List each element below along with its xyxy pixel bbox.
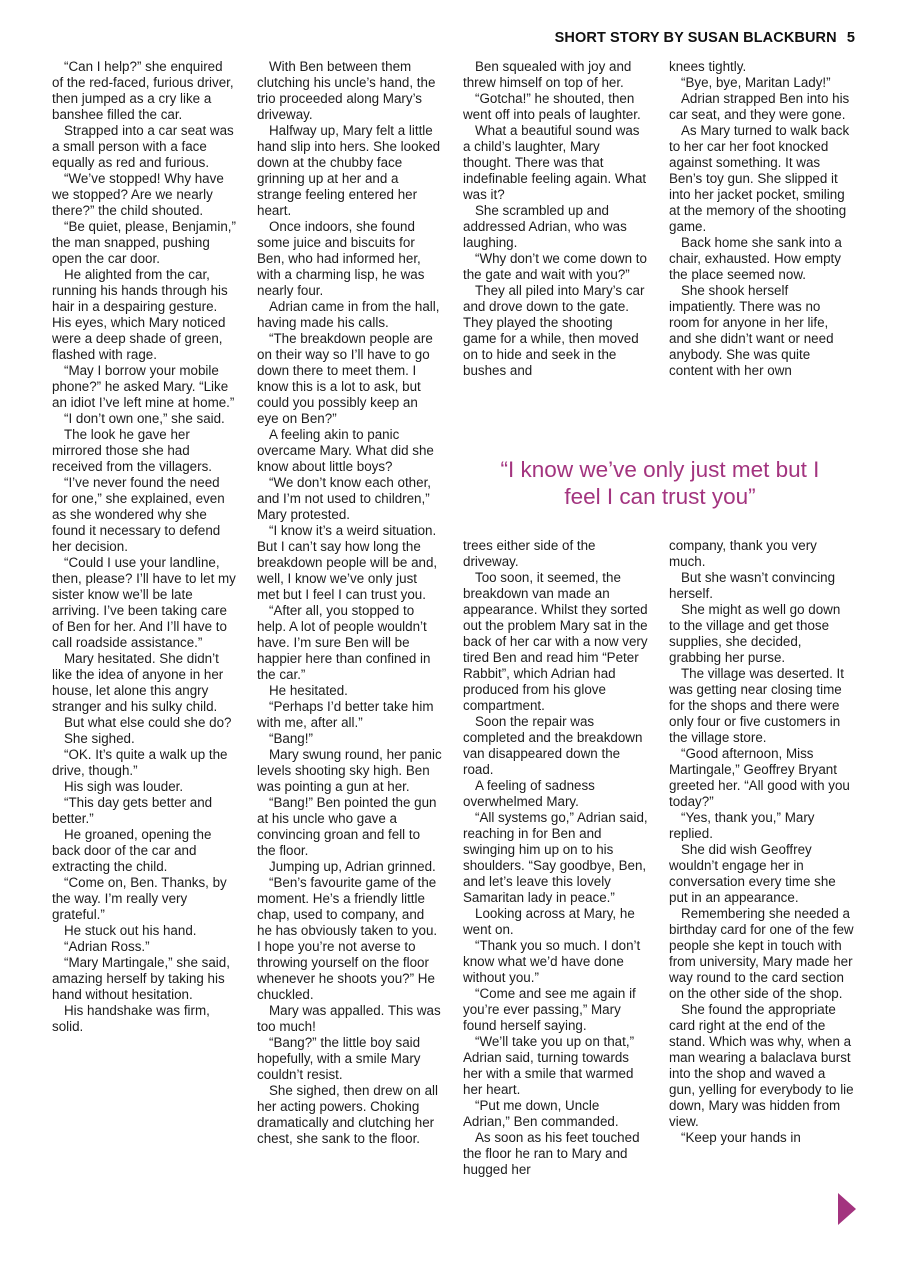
- paragraph: Halfway up, Mary felt a little hand slip into hers. She looked down at the chubby face grinning up at her and a strange feeling entered her heart.: [257, 123, 441, 218]
- paragraph: knees tightly.: [669, 59, 747, 74]
- paragraph: “After all, you stopped to help. A lot of people wouldn’t have. I’m sure Ben will be happier here than confined in the car.”: [257, 603, 431, 682]
- paragraph: “Mary Martingale,” she said, amazing herself by taking his hand without hesitation.: [52, 955, 230, 1002]
- paragraph: He hesitated.: [269, 683, 348, 698]
- paragraph: Back home she sank into a chair, exhausted. How empty the place seemed now.: [669, 235, 842, 282]
- paragraph: “All systems go,” Adrian said, reaching in for Ben and swinging him up on to his shoulders. “Say goodbye, Ben, and let’s leave this lovely Samaritan lady in peace.”: [463, 810, 648, 905]
- paragraph: Adrian strapped Ben into his car seat, and they were gone.: [669, 91, 850, 122]
- paragraph: Mary hesitated. She didn’t like the idea of anyone in her house, let alone this angry stranger and his sulky child.: [52, 651, 224, 714]
- paragraph: “We’ve stopped! Why have we stopped? Are we nearly there?” the child shouted.: [52, 171, 224, 218]
- paragraph: “Be quiet, please, Benjamin,” the man snapped, pushing open the car door.: [52, 219, 236, 266]
- paragraph: “Yes, thank you,” Mary replied.: [669, 810, 815, 841]
- paragraph: “I’ve never found the need for one,” she explained, even as she wondered why she found it necessary to defend her decision.: [52, 475, 225, 554]
- story-column-4-top: [669, 59, 854, 379]
- paragraph: “Come on, Ben. Thanks, by the way. I’m really very grateful.”: [52, 875, 227, 922]
- paragraph: A feeling of sadness overwhelmed Mary.: [463, 778, 595, 809]
- paragraph: But she wasn’t convincing herself.: [669, 570, 836, 601]
- paragraph: “Thank you so much. I don’t know what we’d have done without you.”: [463, 938, 641, 985]
- pull-quote-line-1: “I know we’ve only just met but I: [500, 457, 820, 482]
- paragraph: “Why don’t we come down to the gate and wait with you?”: [463, 251, 647, 282]
- page-number: 5: [846, 30, 855, 46]
- paragraph: She found the appropriate card right at the end of the stand. Which was why, when a man wearing a balaclava burst into the shop and waved a gun, yelling for everybody to lie down, Mary was hidden from view.: [669, 1002, 854, 1129]
- paragraph: The look he gave her mirrored those she had received from the villagers.: [52, 427, 213, 474]
- paragraph: As soon as his feet touched the floor he ran to Mary and hugged her: [463, 1130, 640, 1177]
- story-column-2: [257, 59, 442, 1147]
- pull-quote: [460, 456, 860, 510]
- paragraph: As Mary turned to walk back to her car her foot knocked against something. It was Ben’s toy gun. She slipped it into her jacket pocket, smiling at the memory of the shooting game.: [669, 123, 850, 234]
- paragraph: “Bye, bye, Maritan Lady!”: [681, 75, 831, 90]
- paragraph: Soon the repair was completed and the breakdown van disappeared down the road.: [463, 714, 643, 777]
- paragraph: The village was deserted. It was getting near closing time for the shops and there were only four or five customers in the village store.: [669, 666, 845, 745]
- paragraph: She sighed, then drew on all her acting powers. Choking dramatically and clutching her chest, she sank to the floor.: [257, 1083, 438, 1146]
- paragraph: “The breakdown people are on their way so I’ll have to go down there to meet them. I know this is a lot to ask, but could you possibly keep an eye on Ben?”: [257, 331, 433, 426]
- paragraph: Ben squealed with joy and threw himself on top of her.: [463, 59, 632, 90]
- paragraph: Too soon, it seemed, the breakdown van made an appearance. Whilst they sorted out the problem Mary sat in the back of her car with a now very tired Ben and read him “Peter Rabbit”, which Adrian had produced from his glove compartment.: [463, 570, 648, 713]
- paragraph: She might as well go down to the village and get those supplies, she decided, grabbing her purse.: [669, 602, 841, 665]
- paragraph: “OK. It’s quite a walk up the drive, though.”: [52, 747, 228, 778]
- page-header: [555, 30, 855, 46]
- story-column-3-top: [463, 59, 648, 379]
- paragraph: “May I borrow your mobile phone?” he asked Mary. “Like an idiot I’ve left mine at home.”: [52, 363, 235, 410]
- paragraph: Remembering she needed a birthday card for one of the few people she kept in touch with from university, Mary made her way round to the card section on the other side of the shop.: [669, 906, 854, 1001]
- paragraph: With Ben between them clutching his uncle’s hand, the trio proceeded along Mary’s driveway.: [257, 59, 436, 122]
- story-byline: SHORT STORY BY SUSAN BLACKBURN: [554, 30, 837, 46]
- paragraph: Strapped into a car seat was a small person with a face equally as red and furious.: [52, 123, 234, 170]
- paragraph: What a beautiful sound was a child’s laughter, Mary thought. There was that indefinable feeling again. What was it?: [463, 123, 647, 202]
- triangle-right-icon: [838, 1193, 856, 1225]
- paragraph: “I know it’s a weird situation. But I can’t say how long the breakdown people will be and, well, I know we’ve only just met but I feel I can trust you.: [257, 523, 438, 602]
- paragraph: “Bang?” the little boy said hopefully, with a smile Mary couldn’t resist.: [257, 1035, 421, 1082]
- paragraph: “Perhaps I’d better take him with me, after all.”: [257, 699, 434, 730]
- paragraph: She did wish Geoffrey wouldn’t engage her in conversation every time she put in an appearance.: [669, 842, 836, 905]
- paragraph: She shook herself impatiently. There was no room for anyone in her life, and she didn’t want or need anybody. She was quite content with her own: [669, 283, 834, 378]
- paragraph: His handshake was firm, solid.: [52, 1003, 210, 1034]
- paragraph: He groaned, opening the back door of the car and extracting the child.: [52, 827, 212, 874]
- paragraph: “Gotcha!” he shouted, then went off into peals of laughter.: [463, 91, 641, 122]
- paragraph: “Could I use your landline, then, please? I’ll have to let my sister know we’ll be late arriving. I’ve been taking care of Ben for her. And I’ll have to call roadside assistance.”: [52, 555, 236, 650]
- paragraph: “Put me down, Uncle Adrian,” Ben commanded.: [463, 1098, 619, 1129]
- story-column-3-bottom: [463, 538, 648, 1178]
- paragraph: “Come and see me again if you’re ever passing,” Mary found herself saying.: [463, 986, 636, 1033]
- paragraph: “Bang!” Ben pointed the gun at his uncle who gave a convincing groan and fell to the floor.: [257, 795, 437, 858]
- paragraph: Adrian came in from the hall, having made his calls.: [257, 299, 440, 330]
- paragraph: “Can I help?” she enquired of the red-faced, furious driver, then jumped as a cry like a banshee filled the car.: [52, 59, 234, 122]
- paragraph: “We don’t know each other, and I’m not used to children,” Mary protested.: [257, 475, 432, 522]
- paragraph: She scrambled up and addressed Adrian, who was laughing.: [463, 203, 627, 250]
- paragraph: “This day gets better and better.”: [52, 795, 213, 826]
- next-page-arrow-icon[interactable]: [838, 1193, 856, 1230]
- paragraph: Once indoors, she found some juice and biscuits for Ben, who had informed her, with a charming lisp, he was nearly four.: [257, 219, 425, 298]
- paragraph: “We’ll take you up on that,” Adrian said, turning towards her with a smile that warmed her heart.: [463, 1034, 635, 1097]
- paragraph: Looking across at Mary, he went on.: [463, 906, 635, 937]
- paragraph: But what else could she do?: [64, 715, 232, 730]
- paragraph: “Ben’s favourite game of the moment. He’s a friendly little chap, used to company, and he has obviously taken to you. I hope you’re not averse to throwing yourself on the floor whenever he shoots you?” He chuckled.: [257, 875, 438, 1002]
- paragraph: “Bang!”: [269, 731, 313, 746]
- paragraph: She sighed.: [64, 731, 135, 746]
- story-column-1: [52, 59, 237, 1035]
- paragraph: “Good afternoon, Miss Martingale,” Geoffrey Bryant greeted her. “All good with you today?”: [669, 746, 850, 809]
- paragraph: Jumping up, Adrian grinned.: [269, 859, 436, 874]
- paragraph: Mary swung round, her panic levels shooting sky high. Ben was pointing a gun at her.: [257, 747, 442, 794]
- paragraph: trees either side of the driveway.: [463, 538, 596, 569]
- paragraph: “Adrian Ross.”: [64, 939, 150, 954]
- paragraph: They all piled into Mary’s car and drove down to the gate. They played the shooting game for a while, then moved on to hide and seek in the bushes and: [463, 283, 645, 378]
- paragraph: A feeling akin to panic overcame Mary. What did she know about little boys?: [257, 427, 434, 474]
- paragraph: He alighted from the car, running his hands through his hair in a despairing gesture. His eyes, which Mary noticed were a deep shade of green, flashed with rage.: [52, 267, 228, 362]
- paragraph: Mary was appalled. This was too much!: [257, 1003, 441, 1034]
- paragraph: He stuck out his hand.: [64, 923, 197, 938]
- story-column-4-bottom: [669, 538, 854, 1146]
- pull-quote-line-2: feel I can trust you”: [564, 484, 756, 509]
- paragraph: “Keep your hands in: [681, 1130, 801, 1145]
- paragraph: company, thank you very much.: [669, 538, 817, 569]
- paragraph: “I don’t own one,” she said.: [64, 411, 225, 426]
- paragraph: His sigh was louder.: [64, 779, 184, 794]
